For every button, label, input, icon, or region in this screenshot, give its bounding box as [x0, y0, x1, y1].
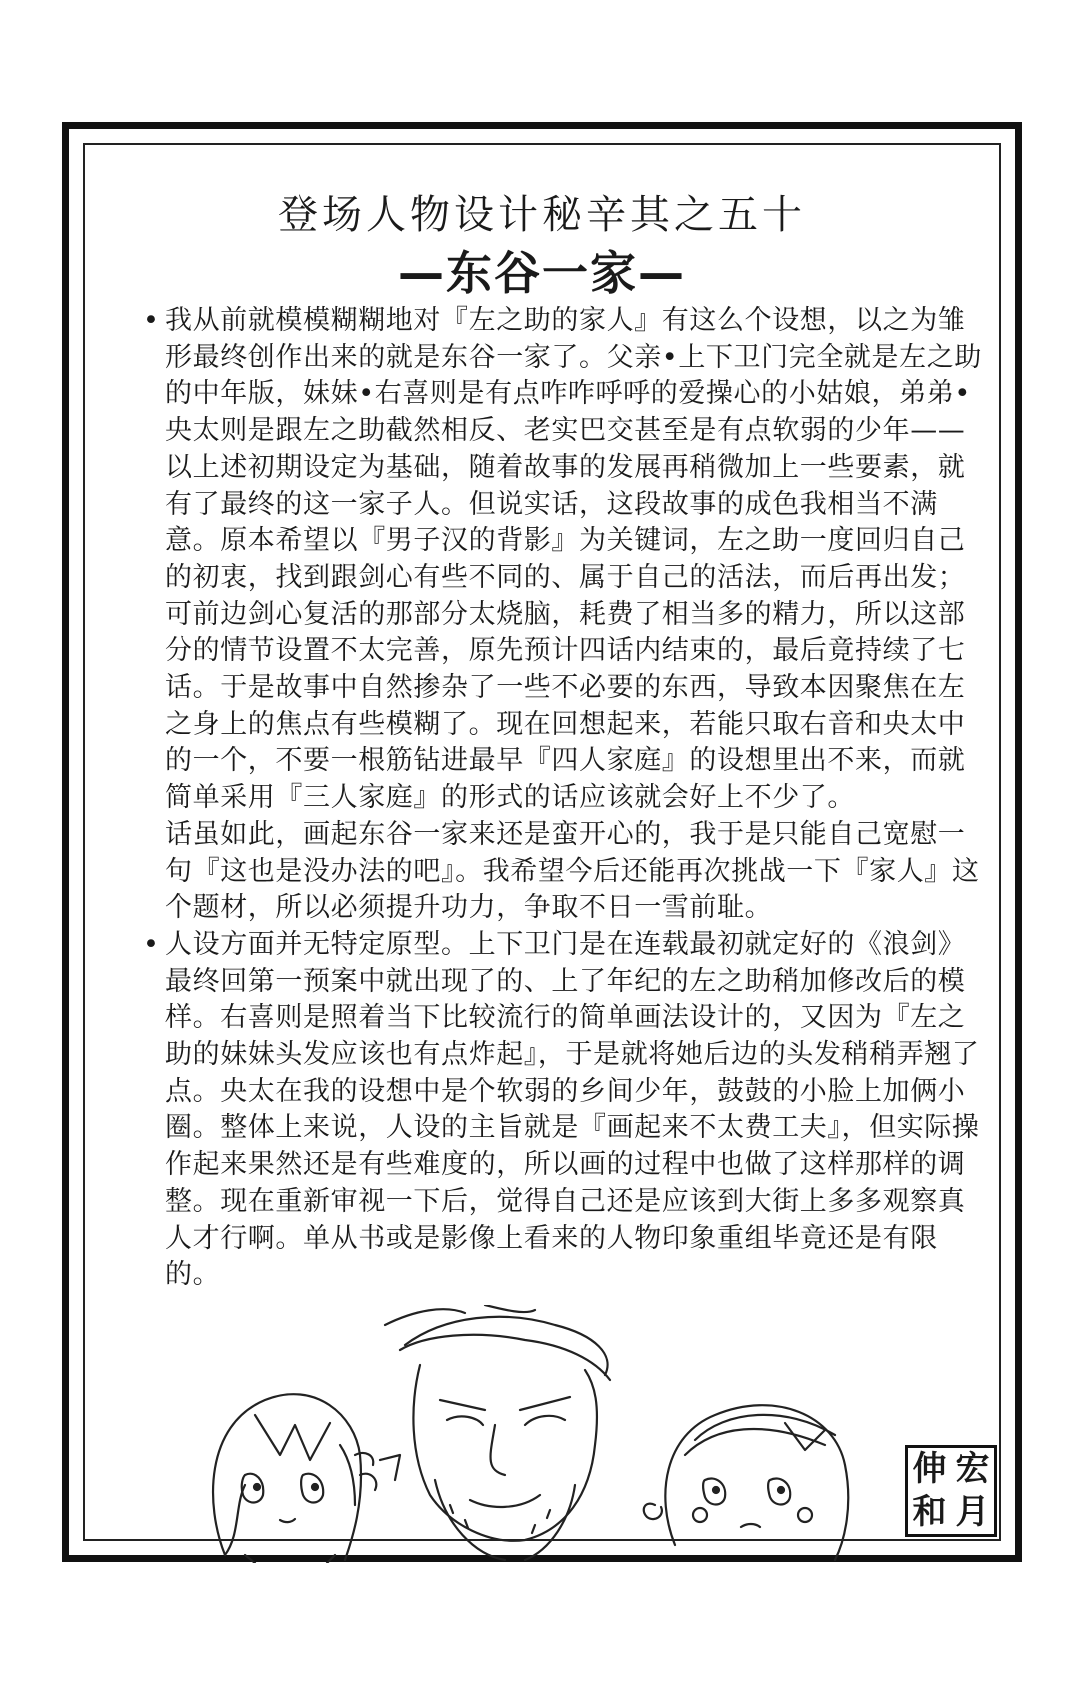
paragraph-3: • 人设方面并无特定原型。上下卫门是在连载最初就定好的《浪剑》最终回第一预案中就出现了的、上了年纪的左之助稍加修改后的模样。右喜则是照着当下比较流行的简单画法设计的，又因为『左之助的妹妹头发应该也有点炸起』，于是就将她后边的头发稍稍弄翘了点。央太在我的设想中是个软弱的乡间少年，鼓鼓的小脸上加俩小圈。整体上来说，人设的主旨就是『画起来不太费工夫』，但实际操作起来果然还是有些难度的，所以画的过程中也做了这样那样的调整。现在重新审视一下后，觉得自己还是应该到大街上多多观察真人才行啊。单从书或是影像上看来的人物印象重组毕竟还是有限的。 [143, 927, 985, 1294]
girl-sketch [213, 1394, 361, 1563]
paragraph-1: • 我从前就模模糊糊地对『左之助的家人』有这么个设想，以之为雏形最终创作出来的就是东谷一家了。父亲•上下卫门完全就是左之助的中年版，妹妹•右喜则是有点咋咋呼呼的爱操心的小姑娘，弟弟•央太则是跟左之助截然相反、老实巴交甚至是有点软弱的少年——以上述初期设定为基础，随着故事的发展再稍微加上一些要素，就有了最终的这一家子人。但说实话，这段故事的成色我相当不满意。原本希望以『男子汉的背影』为关键词，左之助一度回归自己的初衷，找到跟剑心有些不同的、属于自己的活法，而后再出发；可前边剑心复活的那部分太烧脑，耗费了相当多的精力，所以这部分的情节设置不太完善，原先预计四话内结束的，最后竟持续了七话。于是故事中自然掺杂了一些不必要的东西，导致本因聚焦在左之身上的焦点有些模糊了。现在回想起来，若能只取右音和央太中的一个，不要一根筋钻进最早『四人家庭』的设想里出不来，而就简单采用『三人家庭』的形式的话应该就会好上不少了。 [143, 303, 985, 817]
character-sketch [185, 1305, 865, 1563]
artist-seal [905, 1445, 997, 1537]
man-sketch [355, 1305, 610, 1560]
seal-char: 月 [955, 1492, 990, 1532]
inner-frame [83, 143, 1001, 1541]
seal-char: 宏 [955, 1449, 990, 1489]
page-frame [62, 122, 1022, 1562]
seal-char: 伸 [912, 1449, 947, 1489]
paragraph-2: 话虽如此，画起东谷一家来还是蛮开心的，我于是只能自己宽慰一句『这也是没办法的吧』。我希望今后还能再次挑战一下『家人』这个题材，所以必须提升功力，争取不日一雪前耻。 [165, 818, 980, 924]
page-subtitle: —东谷一家— [398, 246, 686, 300]
seal-char: 和 [912, 1492, 947, 1532]
boy-sketch [644, 1405, 849, 1560]
body-text [143, 303, 985, 1294]
page-title: 登场人物设计秘辛其之五十 [278, 192, 806, 238]
